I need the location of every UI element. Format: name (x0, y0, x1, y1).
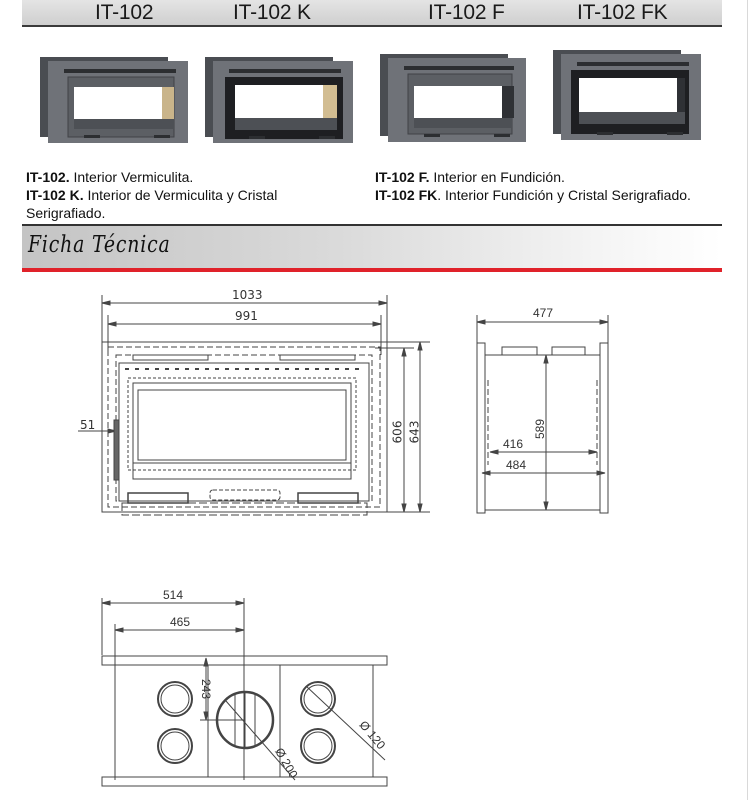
product-photo-it102f (380, 52, 530, 144)
dim-center-offset: 465 (170, 615, 191, 629)
front-view-drawing (70, 285, 430, 530)
side-view-drawing (460, 300, 630, 525)
description-text: Interior de Vermiculita y Cristal (83, 187, 278, 203)
product-photo-it102k (205, 55, 355, 145)
product-photo-it102fk (553, 46, 703, 142)
dim-overall-height: 643 (407, 420, 422, 444)
model-name-it102f: IT-102 F (428, 1, 505, 24)
top-view-drawing (80, 580, 400, 805)
description-text: Interior Vermiculita. (69, 169, 194, 185)
dim-height: 589 (533, 418, 548, 440)
model-code: IT-102 FK (375, 187, 438, 203)
description-it102k-cont (26, 204, 277, 222)
description-text: Serigrafiado. (26, 205, 106, 221)
model-header-band (22, 0, 722, 27)
section-banner (22, 224, 722, 270)
model-code: IT-102. (26, 169, 70, 185)
dim-inner-depth: 416 (503, 437, 524, 451)
description-text: . Interior Fundición y Cristal Serigrafiado. (437, 187, 691, 203)
model-name-it102fk: IT-102 FK (577, 1, 668, 24)
description-text: Interior en Fundición. (429, 169, 565, 185)
dim-overall-width: 1033 (232, 288, 263, 302)
dim-inner-width: 991 (235, 309, 258, 323)
description-left (26, 168, 277, 222)
dim-depth: 484 (506, 458, 527, 472)
dim-overall-depth: 477 (533, 306, 554, 320)
description-right (375, 168, 691, 204)
product-photo-it102 (40, 55, 190, 145)
model-name-it102k: IT-102 K (233, 1, 311, 24)
dim-side-offset: 51 (80, 418, 96, 432)
accent-rule (22, 268, 722, 272)
description-it102k (26, 186, 277, 204)
dim-front-offset: 243 (199, 678, 214, 700)
dim-half-width: 514 (163, 588, 184, 602)
description-it102fk (375, 186, 691, 204)
description-it102 (26, 168, 277, 186)
model-code: IT-102 K. (26, 187, 84, 203)
model-name-it102: IT-102 (95, 1, 154, 24)
section-title: Ficha Técnica (28, 232, 171, 258)
description-it102f (375, 168, 691, 186)
page-edge (747, 0, 748, 800)
dim-small-outlet-diameter: Ø 120 (356, 717, 389, 753)
dim-inner-height: 606 (390, 420, 405, 444)
model-code: IT-102 F. (375, 169, 430, 185)
dim-large-outlet-diameter: Ø 200 (272, 745, 301, 781)
